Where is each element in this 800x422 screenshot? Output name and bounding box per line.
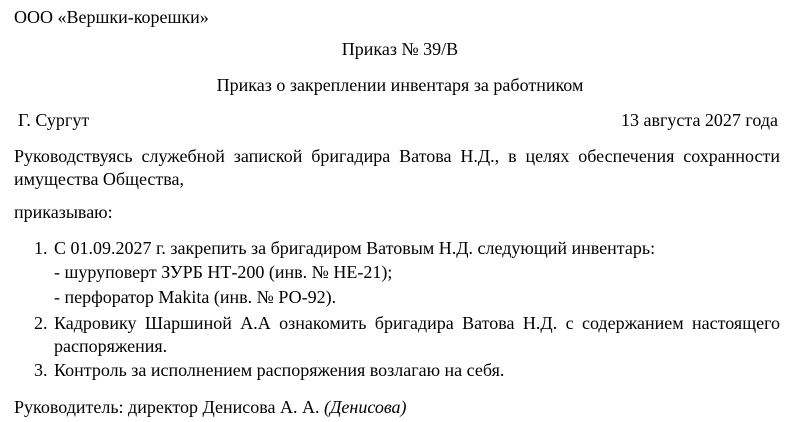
item-text: С 01.09.2027 г. закрепить за бригадиром Ватовым Н.Д. следующий инвентарь: xyxy=(54,238,656,258)
item-text: Контроль за исполнением распоряжения возлагаю на себя. xyxy=(54,360,505,380)
item-subitem: - шуруповерт ЗУРБ НТ-200 (инв. № НЕ-21); xyxy=(54,262,393,282)
order-city: Г. Сургут xyxy=(18,110,90,130)
order-verb: приказываю: xyxy=(14,202,113,222)
item-text: Кадровику Шаршиной А.А ознакомить бригадира Ватова Н.Д. с содержанием настоящего распоряжения. xyxy=(54,313,780,356)
order-title: Приказ о закреплении инвентаря за работником xyxy=(216,75,584,95)
signature-label: Руководитель: директор Денисова А. А. xyxy=(14,397,320,417)
order-number: Приказ № 39/В xyxy=(341,39,459,59)
signature-name: (Денисова) xyxy=(323,397,407,417)
organization-name: ООО «Вершки-корешки» xyxy=(14,7,209,27)
item-number: 2. xyxy=(34,313,48,333)
item-subitem: - перфоратор Makita (инв. № РО-92). xyxy=(54,287,337,307)
item-number: 1. xyxy=(34,238,48,258)
order-date: 13 августа 2027 года xyxy=(621,110,778,130)
item-number: 3. xyxy=(34,360,48,380)
order-preamble: Руководствуясь служебной запиской бригадира Ватова Н.Д., в целях обеспечения сохранности имущества Общества, xyxy=(14,146,780,189)
signature-line xyxy=(14,396,407,418)
